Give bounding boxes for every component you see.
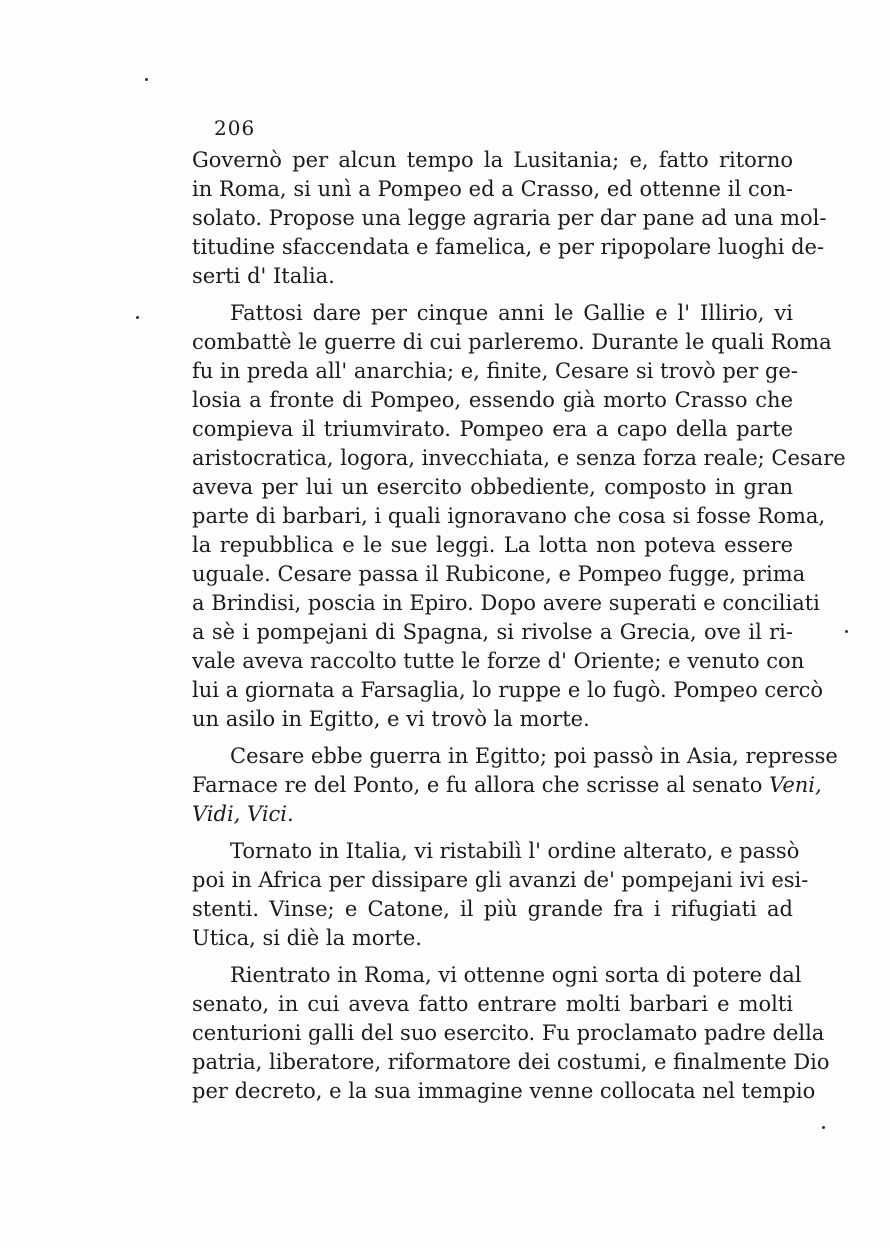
text-line: Tornato in Italia, vi ristabilì l' ordine alterato, e passò: [230, 839, 800, 863]
paragraph: [192, 299, 846, 734]
text-line: stenti. Vinse; e Catone, il più grande fra i rifugiati ad: [192, 897, 793, 921]
text-line: senato, in cui aveva fatto entrare molti barbari e molti: [192, 992, 793, 1016]
text-line: titudine sfaccendata e famelica, e per ripopolare luoghi de-: [192, 235, 825, 259]
text-line: parte di barbari, i quali ignoravano che cosa si fosse Roma,: [192, 504, 826, 528]
paragraph: [192, 742, 838, 829]
text-line: Rientrato in Roma, vi ottenne ogni sorta di potere dal: [230, 963, 802, 987]
text-line: a sè i pompejani di Spagna, si rivolse a Grecia, ove il ri-: [192, 620, 793, 644]
text-line: aveva per lui un esercito obbediente, composto in gran: [192, 475, 793, 499]
text-line: la repubblica e le sue leggi. La lotta non poteva essere: [192, 533, 793, 557]
text-line: a Brindisi, poscia in Epiro. Dopo avere superati e conciliati: [192, 591, 820, 615]
paragraph: [192, 146, 827, 291]
text-line: Cesare ebbe guerra in Egitto; poi passò in Asia, represse: [230, 744, 838, 768]
text-line: fu in preda all' anarchia; e, finite, Cesare si trovò per ge-: [192, 359, 798, 383]
text-line: uguale. Cesare passa il Rubicone, e Pompeo fugge, prima: [192, 562, 806, 586]
text-line: [192, 771, 822, 800]
text-line: combattè le guerre di cui parleremo. Durante le quali Roma: [192, 330, 832, 354]
text-line: centurioni galli del suo esercito. Fu proclamato padre della: [192, 1021, 825, 1045]
text-line: per decreto, e la sua immagine venne collocata nel tempio: [192, 1079, 816, 1103]
paragraph: [192, 961, 830, 1106]
text-line: un asilo in Egitto, e vi trovò la morte.: [192, 707, 590, 731]
scan-speck: [845, 630, 848, 633]
italic-text-line: Vidi, Vici.: [192, 802, 294, 826]
paragraph: [192, 837, 809, 953]
scan-speck: [822, 1126, 825, 1129]
text-line: patria, liberatore, riformatore dei costumi, e finalmente Dio: [192, 1050, 830, 1074]
text-line: vale aveva raccolto tutte le forze d' Oriente; e venuto con: [192, 649, 805, 673]
text-span: Farnace re del Ponto, e fu allora che scrisse al senato: [192, 773, 763, 797]
text-line: Fattosi dare per cinque anni le Gallie e l' Illirio, vi: [230, 301, 793, 325]
text-line: in Roma, si unì a Pompeo ed a Crasso, ed ottenne il con-: [192, 177, 793, 201]
italic-text: Veni,: [769, 773, 822, 797]
text-line: Utica, si diè la morte.: [192, 926, 422, 950]
text-line: solato. Propose una legge agraria per dar pane ad una mol-: [192, 206, 827, 230]
scan-speck: [136, 316, 139, 319]
text-line: serti d' Italia.: [192, 264, 335, 288]
page-number: 206: [214, 116, 256, 140]
text-line: poi in Africa per dissipare gli avanzi de' pompejani ivi esi-: [192, 868, 809, 892]
body-text: [192, 146, 846, 1106]
text-line: Governò per alcun tempo la Lusitania; e, fatto ritorno: [192, 148, 793, 172]
scan-speck: [145, 78, 148, 81]
text-line: compieva il triumvirato. Pompeo era a capo della parte: [192, 417, 793, 441]
text-line: aristocratica, logora, invecchiata, e senza forza reale; Cesare: [192, 446, 846, 470]
text-line: losia a fronte di Pompeo, essendo già morto Crasso che: [192, 388, 793, 412]
text-line: lui a giornata a Farsaglia, lo ruppe e lo fugò. Pompeo cercò: [192, 678, 824, 702]
